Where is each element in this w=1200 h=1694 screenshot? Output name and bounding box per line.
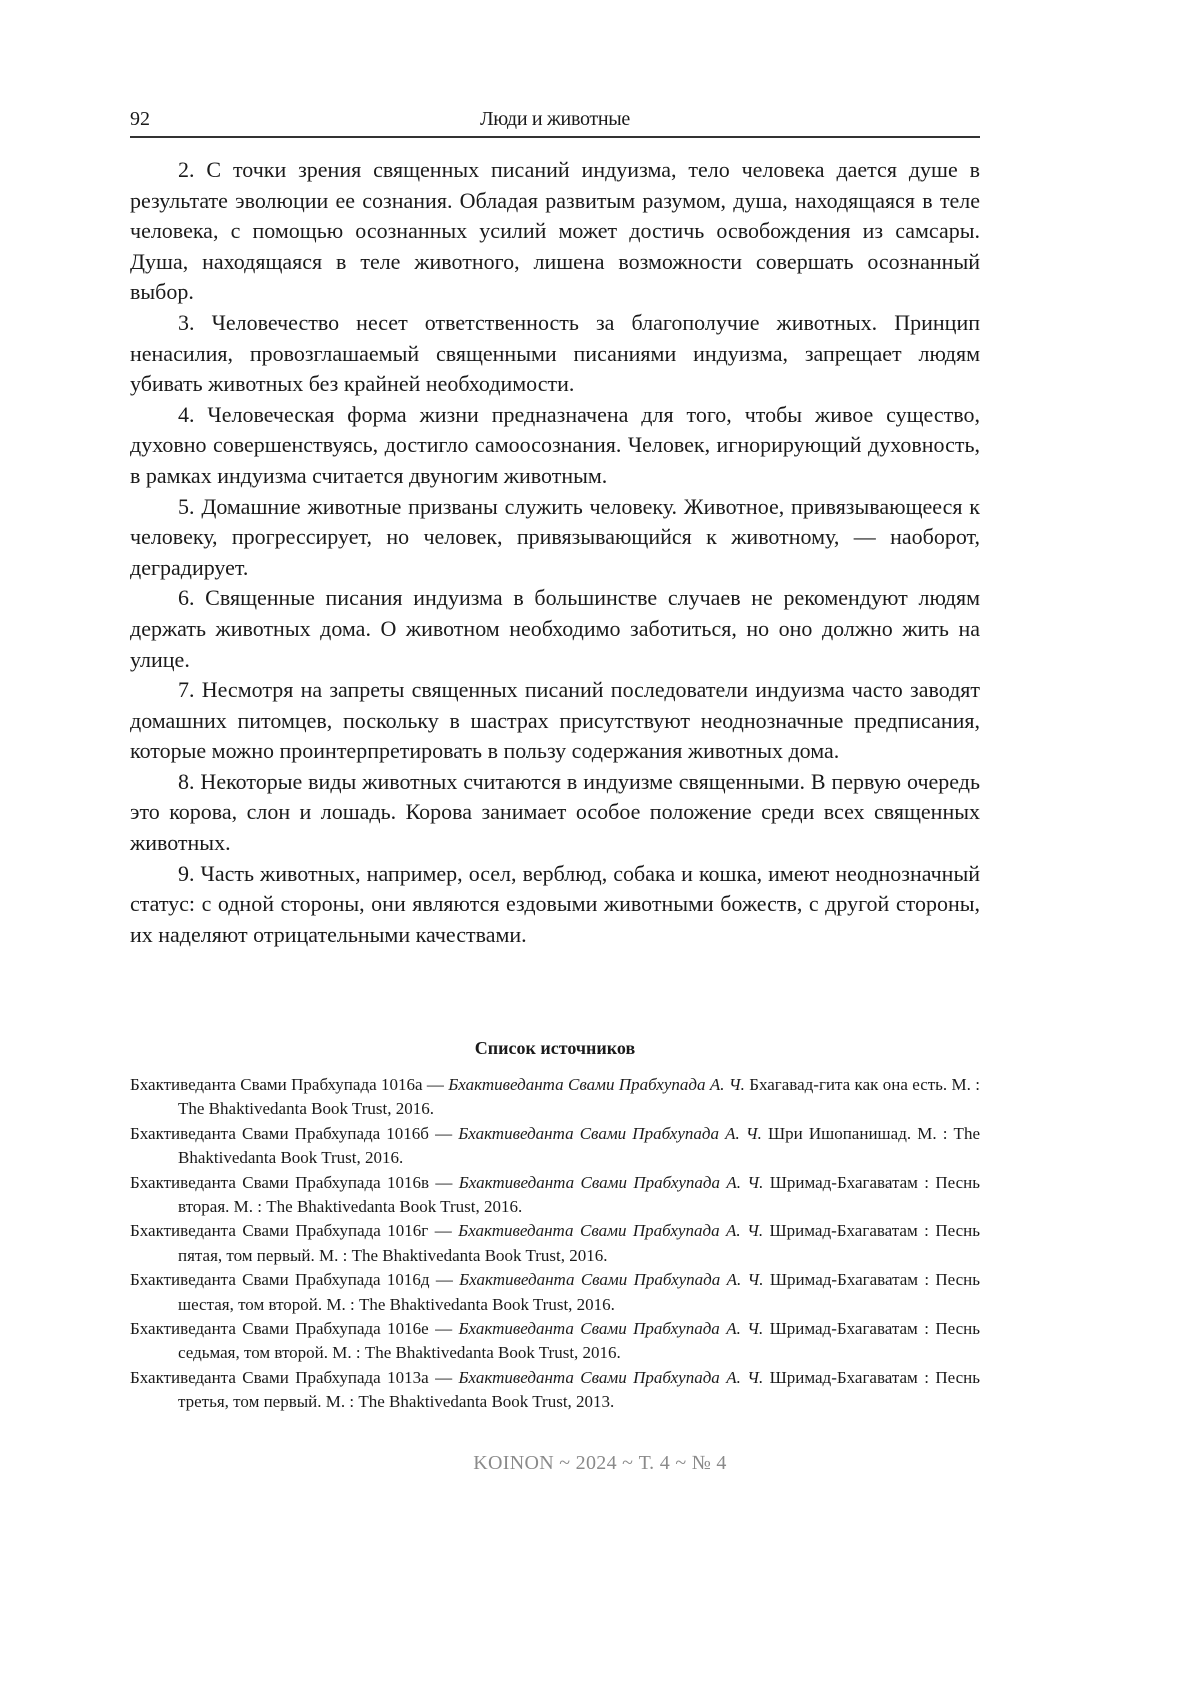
reference-item [130, 1122, 980, 1171]
reference-author: Бхактиведанта Свами Прабхупада А. Ч. [459, 1319, 764, 1338]
reference-details: Бхагавад-гита как она есть. М. : The Bhaktivedanta Book Trust, 2016. [178, 1075, 980, 1118]
references-list [130, 1073, 980, 1415]
paragraph: 6. Священные писания индуизма в большинстве случаев не рекомендуют людям держать животных дома. О животном необходимо заботиться, но оно должно жить на улице. [130, 583, 980, 675]
paragraph: 9. Часть животных, например, осел, верблюд, собака и кошка, имеют неоднозначный статус: с одной стороны, они являются ездовыми животными божеств, с другой стороны, их наделяют отрицательными качествами. [130, 859, 980, 951]
paragraph: 3. Человечество несет ответственность за благополучие животных. Принцип ненасилия, провозглашаемый священными писаниями индуизма, запрещает людям убивать животных без крайней необходимости. [130, 308, 980, 400]
main-text [130, 155, 980, 950]
reference-item [130, 1171, 980, 1220]
reference-author: Бхактиведанта Свами Прабхупада А. Ч. [458, 1124, 762, 1143]
reference-details: Шримад-Бхагаватам : Песнь вторая. М. : The Bhaktivedanta Book Trust, 2016. [178, 1173, 980, 1216]
reference-key: Бхактиведанта Свами Прабхупада 1016г — [130, 1221, 458, 1240]
paragraph: 4. Человеческая форма жизни предназначена для того, чтобы живое существо, духовно совершенствуясь, достигло самоосознания. Человек, игнорирующий духовность, в рамках индуизма считается двуногим животным. [130, 400, 980, 492]
reference-author: Бхактиведанта Свами Прабхупада А. Ч. [448, 1075, 745, 1094]
reference-item [130, 1268, 980, 1317]
reference-author: Бхактиведанта Свами Прабхупада А. Ч. [459, 1270, 763, 1289]
references-title: Список источников [130, 1038, 980, 1059]
reference-details: Шри Ишопанишад. М. : The Bhaktivedanta Book Trust, 2016. [178, 1124, 980, 1167]
paragraph: 7. Несмотря на запреты священных писаний последователи индуизма часто заводят домашних питомцев, поскольку в шастрах присутствуют неоднозначные предписания, которые можно проинтерпретировать в пользу содержания животных дома. [130, 675, 980, 767]
reference-author: Бхактиведанта Свами Прабхупада А. Ч. [458, 1221, 763, 1240]
reference-details: Шримад-Бхагаватам : Песнь третья, том первый. М. : The Bhaktivedanta Book Trust, 2013. [178, 1368, 980, 1411]
reference-details: Шримад-Бхагаватам : Песнь пятая, том первый. М. : The Bhaktivedanta Book Trust, 2016. [178, 1221, 980, 1264]
reference-key: Бхактиведанта Свами Прабхупада 1016б — [130, 1124, 458, 1143]
journal-footer: KOINON ~ 2024 ~ Т. 4 ~ № 4 [0, 1452, 1200, 1475]
reference-item [130, 1219, 980, 1268]
paragraph: 5. Домашние животные призваны служить человеку. Животное, привязывающееся к человеку, прогрессирует, но человек, привязывающийся к животному, — наоборот, деградирует. [130, 492, 980, 584]
page-number: 92 [130, 108, 150, 131]
reference-details: Шримад-Бхагаватам : Песнь шестая, том второй. М. : The Bhaktivedanta Book Trust, 2016. [178, 1270, 980, 1313]
reference-key: Бхактиведанта Свами Прабхупада 1016е — [130, 1319, 459, 1338]
paragraph: 2. С точки зрения священных писаний индуизма, тело человека дается душе в результате эволюции ее сознания. Обладая развитым разумом, душа, находящаяся в теле человека, с помощью осознанных усилий может достичь освобождения из самсары. Душа, находящаяся в теле животного, лишена возможности совершать осознанный выбор. [130, 155, 980, 308]
reference-author: Бхактиведанта Свами Прабхупада А. Ч. [459, 1368, 764, 1387]
reference-key: Бхактиведанта Свами Прабхупада 1016а — [130, 1075, 448, 1094]
reference-key: Бхактиведанта Свами Прабхупада 1013а — [130, 1368, 459, 1387]
page-header [130, 106, 980, 138]
reference-item [130, 1317, 980, 1366]
reference-key: Бхактиведанта Свами Прабхупада 1016д — [130, 1270, 459, 1289]
reference-details: Шримад-Бхагаватам : Песнь седьмая, том второй. М. : The Bhaktivedanta Book Trust, 2016. [178, 1319, 980, 1362]
reference-key: Бхактиведанта Свами Прабхупада 1016в — [130, 1173, 459, 1192]
reference-item [130, 1366, 980, 1415]
paragraph: 8. Некоторые виды животных считаются в индуизме священными. В первую очередь это корова, слон и лошадь. Корова занимает особое положение среди всех священных животных. [130, 767, 980, 859]
running-title: Люди и животные [130, 108, 980, 131]
reference-item [130, 1073, 980, 1122]
reference-author: Бхактиведанта Свами Прабхупада А. Ч. [459, 1173, 764, 1192]
